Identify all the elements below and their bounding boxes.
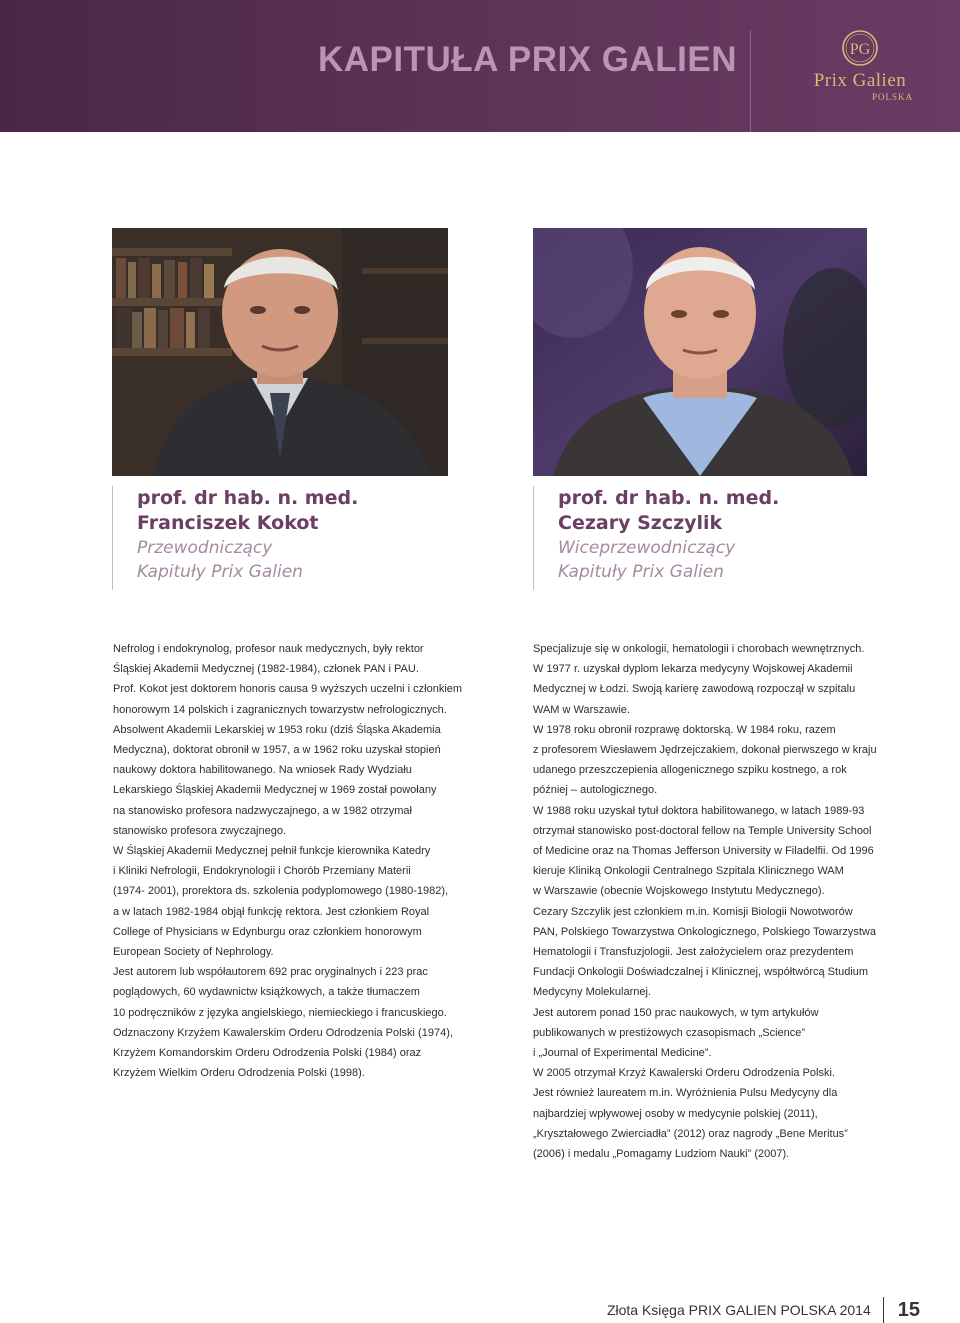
bio-line: z profesorem Wiesławem Jędrzejczakiem, dokonał pierwszego w kraju: [533, 744, 877, 757]
bio-line: of Medicine oraz na Thomas Jefferson University w Filadelfii. Od 1996: [533, 845, 874, 858]
bio-line: Krzyżem Wielkim Orderu Odrodzenia Polski (1998).: [113, 1067, 365, 1080]
pg-monogram-icon: [838, 28, 882, 68]
bio-cezary-szczylik: [533, 639, 877, 1164]
bio-line: Nefrolog i endokrynolog, profesor nauk medycznych, były rektor: [113, 643, 424, 655]
header-divider: [750, 30, 751, 132]
bio-line: European Society of Nephrology.: [113, 946, 274, 959]
logo-subtitle: POLSKA: [871, 92, 913, 102]
bio-line: kieruje Kliniką Onkologii Centralnego Szpitala Klinicznego WAM: [533, 865, 844, 878]
bio-line: WAM w Warszawie.: [533, 703, 630, 716]
bio-line: Krzyżem Komandorskim Orderu Odrodzenia Polski (1984) oraz: [113, 1047, 422, 1060]
bio-line: najbardziej wpływowej osoby w medycynie polskiej (2011),: [533, 1107, 818, 1120]
person-name: Cezary Szczylik: [558, 512, 723, 534]
bio-line: a w latach 1982-1984 objął funkcję rektora. Jest członkiem Royal: [113, 905, 430, 918]
bio-line: później – autologicznego.: [533, 784, 658, 797]
bio-line: Fundacji Onkologii Doświadczalnej i Klinicznej, współtwórcą Studium: [533, 966, 869, 979]
prix-galien-logo: [800, 28, 920, 108]
caption-cezary-szczylik: [558, 486, 888, 584]
bio-line: Prof. Kokot jest doktorem honoris causa 9 wyższych uczelni i członkiem: [113, 683, 463, 696]
person-role: Przewodniczący: [137, 538, 273, 558]
bio-line: i „Journal of Experimental Medicine”.: [533, 1047, 712, 1060]
bio-line: W 1977 r. uzyskał dyplom lekarza medycyny Wojskowej Akademii: [533, 663, 853, 676]
portrait-photo-franciszek-kokot: [112, 228, 448, 476]
bio-line: (1974- 2001), prorektora ds. szkolenia podyplomowego (1980-1982),: [113, 885, 449, 898]
bio-line: otrzymał stanowisko post-doctoral fellow na Temple University School: [533, 824, 872, 837]
bio-line: Jest autorem lub współautorem 692 prac oryginalnych i 223 prac: [113, 966, 428, 979]
bio-line: Jest autorem ponad 150 prac naukowych, w tym artykułów: [533, 1006, 819, 1019]
person-degree: prof. dr hab. n. med.: [137, 487, 359, 509]
bio-line: stanowisko profesora zwyczajnego.: [113, 824, 287, 837]
person-role-body: Kapituły Prix Galien: [558, 562, 724, 582]
bio-line: Cezary Szczylik jest członkiem m.in. Komisji Biologii Nowotworów: [533, 905, 853, 918]
bio-line: Absolwent Akademii Lekarskiej w 1953 roku (dziś Śląska Akademia: [113, 723, 441, 736]
bio-line: poglądowych, 60 wydawnictw książkowych, a także tłumaczem: [113, 986, 420, 999]
logo-name: Prix Galien: [813, 70, 907, 91]
bio-line: Hematologii i Transfuzjologii. Jest założycielem oraz prezydentem: [533, 946, 854, 959]
bio-line: na stanowisko profesora nadzwyczajnego, a w 1982 otrzymał: [113, 804, 412, 817]
page-footer: [607, 1297, 920, 1323]
bio-line: Jest również laureatem m.in. Wyróżnienia Pulsu Medycyny dla: [533, 1087, 838, 1100]
bio-line: W Śląskiej Akademii Medycznej pełnił funkcje kierownika Katedry: [113, 845, 431, 858]
bio-line: Medyczna), doktorat obronił w 1957, a w 1962 roku uzyskał stopień: [113, 744, 441, 757]
bio-line: w Warszawie (obecnie Wojskowego Instytutu Medycznego).: [533, 885, 825, 898]
bio-line: W 1978 roku obronił rozprawę doktorską. W 1984 roku, razem: [533, 723, 836, 736]
caption-divider: [112, 486, 113, 590]
page-title: KAPITUŁA PRIX GALIEN: [318, 40, 737, 79]
bio-line: 10 podręczników z języka angielskiego, niemieckiego i francuskiego.: [113, 1006, 447, 1019]
person-role-body: Kapituły Prix Galien: [137, 562, 303, 582]
bio-line: honorowym 14 polskich i zagranicznych towarzystw nefrologicznych.: [113, 703, 447, 716]
person-name: Franciszek Kokot: [137, 512, 319, 534]
bio-line: Medycznej w Łodzi. Swoją karierę zawodową rozpoczął w szpitalu: [533, 683, 856, 696]
person-degree: prof. dr hab. n. med.: [558, 487, 780, 509]
bio-line: Odznaczony Krzyżem Kawalerskim Orderu Odrodzenia Polski (1974),: [113, 1026, 453, 1039]
bio-line: „Kryształowego Zwierciadła” (2012) oraz nagrody „Bene Meritus”: [533, 1127, 848, 1140]
caption-franciszek-kokot: [137, 486, 467, 584]
bio-line: W 1988 roku uzyskał tytuł doktora habilitowanego, w latach 1989-93: [533, 804, 865, 817]
bio-franciszek-kokot: [113, 639, 463, 1083]
bio-line: udanego przeszczepienia allogenicznego szpiku kostnego, a rok: [533, 764, 847, 777]
bio-line: Lekarskiego Śląskiej Akademii Medycznej w 1969 został powołany: [113, 784, 437, 797]
header-band: [0, 0, 960, 132]
bio-line: PAN, Polskiego Towarzystwa Onkologicznego, Polskiego Towarzystwa: [533, 925, 876, 938]
bio-line: Śląskiej Akademii Medycznej (1982-1984), członek PAN i PAU.: [113, 663, 419, 676]
bio-line: W 2005 otrzymał Krzyż Kawalerski Orderu Odrodzenia Polski.: [533, 1067, 835, 1080]
page-number: 15: [897, 1298, 920, 1321]
bio-line: Specjalizuje się w onkologii, hematologii i chorobach wewnętrznych.: [533, 643, 865, 655]
bio-line: naukowy doktora habilitowanego. Na wniosek Rady Wydziału: [113, 764, 412, 777]
bio-line: publikowanych w prestiżowych czasopismach „Science”: [533, 1026, 806, 1039]
portrait-photo-cezary-szczylik: [533, 228, 867, 476]
person-role: Wiceprzewodniczący: [558, 538, 736, 558]
footer-divider: [883, 1297, 884, 1323]
caption-divider: [533, 486, 534, 590]
bio-line: College of Physicians w Edynburgu oraz członkiem honorowym: [113, 925, 422, 938]
bio-line: (2006) i medalu „Pomagamy Ludziom Nauki” (2007).: [533, 1148, 790, 1161]
footer-publication-title: Złota Księga PRIX GALIEN POLSKA 2014: [606, 1302, 871, 1318]
logo-monogram: PG: [849, 41, 871, 58]
bio-line: Medycyny Molekularnej.: [533, 986, 651, 999]
bio-line: i Kliniki Nefrologii, Endokrynologii i Chorób Przemiany Materii: [113, 865, 411, 878]
